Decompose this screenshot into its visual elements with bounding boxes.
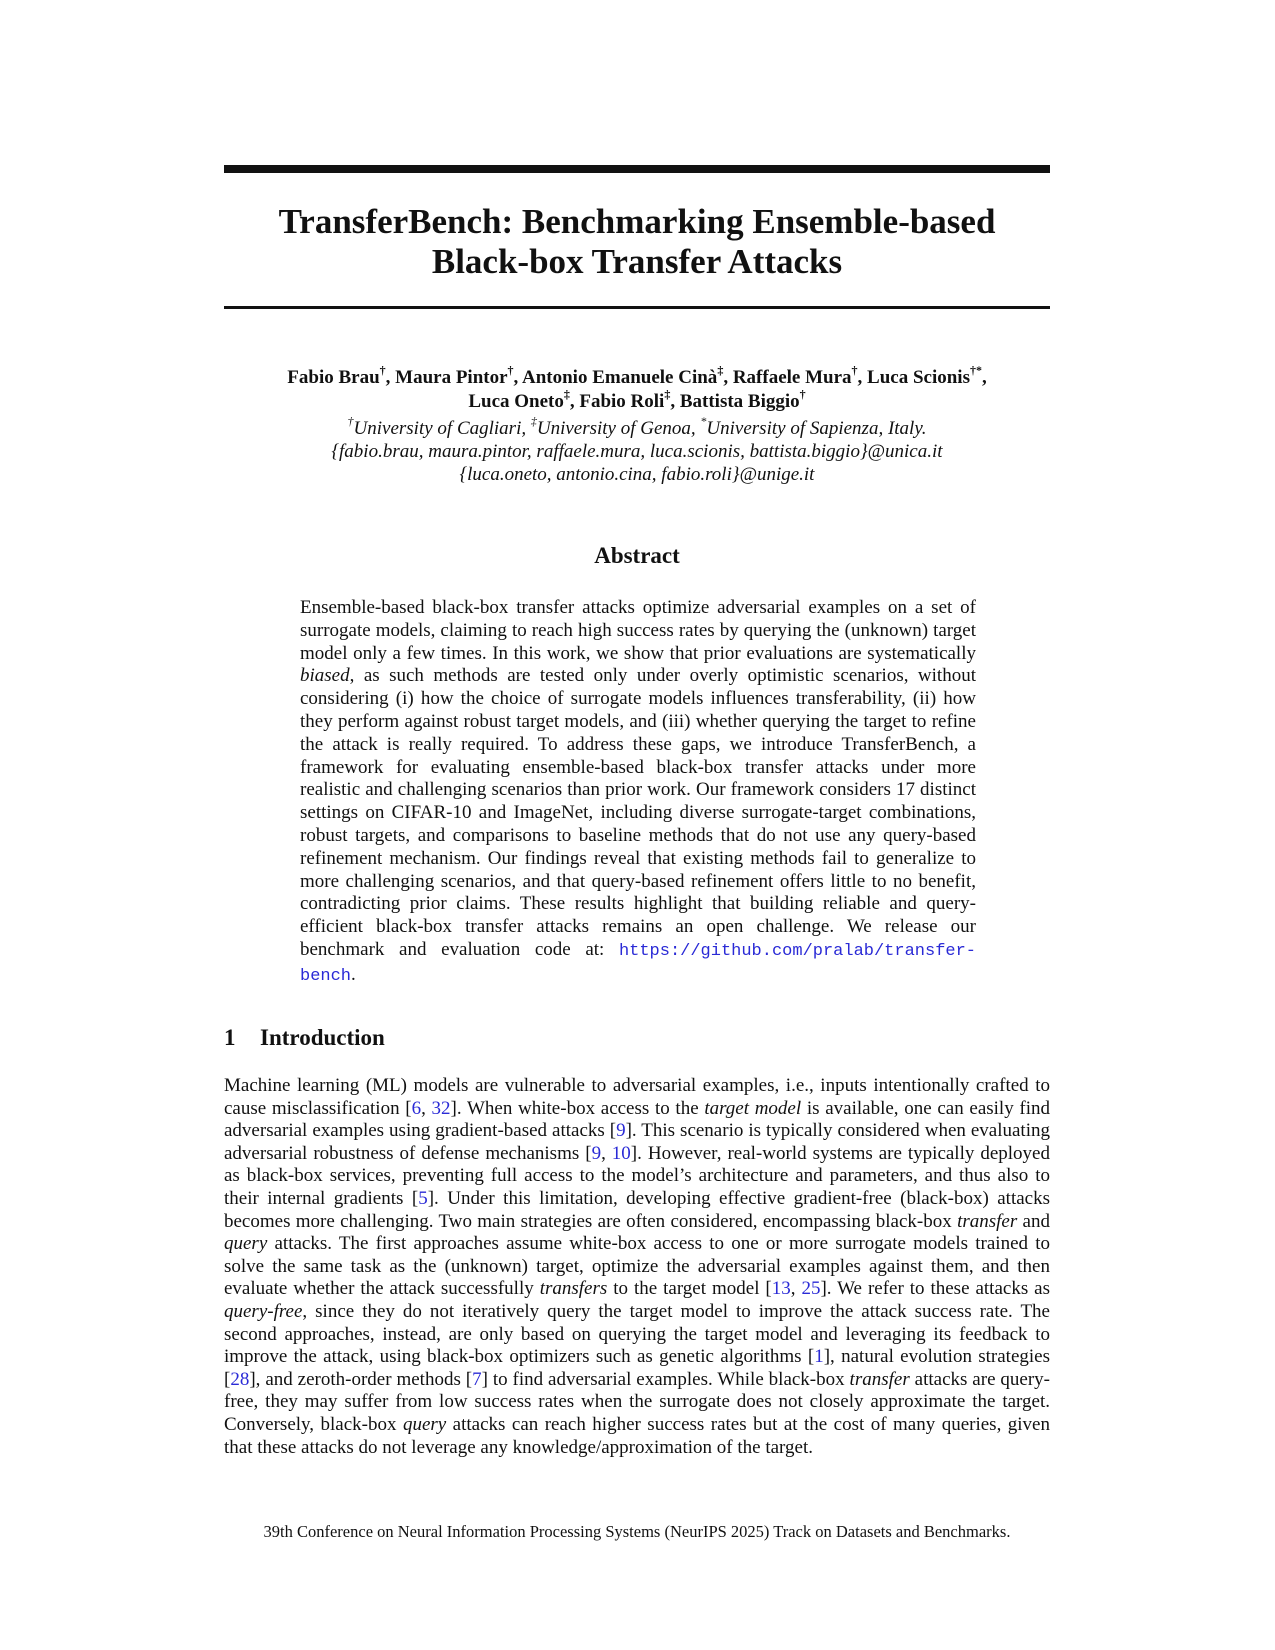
author-line-1 xyxy=(224,362,1050,390)
author-name: Luca Oneto xyxy=(468,391,564,412)
affiliation-sapienza: University of Sapienza, Italy. xyxy=(706,418,927,439)
abstract-emphasis: biased xyxy=(300,665,350,687)
author-name: Maura Pintor xyxy=(395,367,508,388)
affiliation-mark: † xyxy=(347,413,354,428)
author-mark: ‡ xyxy=(717,362,724,377)
github-link[interactable]: https://github.com/pralab/transfer-bench xyxy=(300,941,976,986)
affiliation-genoa: University of Genoa, xyxy=(536,418,701,439)
author-name: Fabio Brau xyxy=(287,367,380,388)
affiliation-line xyxy=(224,413,1050,440)
title-bottom-rule xyxy=(224,306,1050,309)
body-text: , xyxy=(790,1278,802,1300)
citation-link[interactable]: 28 xyxy=(230,1368,250,1390)
author-mark: † xyxy=(507,362,514,377)
author-line-2 xyxy=(224,386,1050,414)
body-text: , since they do not iteratively query the target model to improve the attack success rate. The second approaches, instead, are only based on querying the target model and leveraging its feedback to improve the attack, using black-box optimizers such as genetic algorithms [ xyxy=(224,1300,1050,1368)
body-text: is available, one can easily find adversarial examples using gradient-based attacks [ xyxy=(224,1097,1051,1142)
author-mark: ‡ xyxy=(563,386,570,401)
author-name: Raffaele Mura xyxy=(732,367,852,388)
affiliations xyxy=(224,413,1050,486)
author-name: Antonio Emanuele Cinà xyxy=(522,367,718,388)
email-line-unige[interactable]: {luca.oneto, antonio.cina, fabio.roli}@unige.it xyxy=(459,464,815,485)
author-list xyxy=(224,362,1050,414)
body-text: attacks can reach higher success rates but at the cost of many queries, given that these attacks do not leverage any knowledge/approximation of the target. xyxy=(224,1413,1050,1458)
author-separator: , xyxy=(857,367,868,388)
body-text: and xyxy=(1017,1210,1050,1232)
conference-footer: 39th Conference on Neural Information Processing Systems (NeurIPS 2025) Track on Datasets and Benchmarks. xyxy=(263,1522,1011,1541)
citation-link[interactable]: 1 xyxy=(814,1346,824,1368)
affiliation-mark: * xyxy=(700,413,707,428)
section-number: 1 xyxy=(224,1025,236,1050)
author-mark: †* xyxy=(969,362,982,377)
body-text: attacks. The first approaches assume white-box access to one or more surrogate models trained to solve the same task as the (unknown) target, optimize the adversarial examples against them, and then evaluate whether the attack successfully xyxy=(224,1233,1050,1300)
paper-title xyxy=(224,202,1050,282)
author-mark: † xyxy=(799,386,806,401)
body-text: to the target model [ xyxy=(607,1278,772,1300)
body-text: ]. However, real-world systems are typically deployed as black-box services, preventing full access to the model’s architecture and parameters, and thus also to their internal gradients [ xyxy=(224,1142,1050,1209)
author-separator: , xyxy=(385,367,396,388)
body-text: ]. We refer to these attacks as xyxy=(820,1278,1050,1300)
author-name: Fabio Roli xyxy=(579,391,665,412)
body-text: attacks are query-free, they may suffer from low success rates when the surrogate does not closely approximate the target. Conversely, black-box xyxy=(224,1368,1050,1435)
body-text: ]. This scenario is typically considered when evaluating adversarial robustness of defense mechanisms [ xyxy=(224,1120,1050,1164)
title-line-1: TransferBench: Benchmarking Ensemble-based xyxy=(278,202,996,241)
abstract-body xyxy=(300,597,976,989)
emphasis-text: target model xyxy=(704,1097,802,1119)
body-text: ]. When white-box access to the xyxy=(450,1097,705,1119)
author-separator: , xyxy=(670,391,680,412)
author-separator: , xyxy=(569,391,580,412)
affiliation-mark: ‡ xyxy=(530,413,537,428)
citation-link[interactable]: 9 xyxy=(616,1120,626,1142)
body-text: ], and zeroth-order methods [ xyxy=(249,1368,473,1390)
abstract-end: . xyxy=(351,963,356,985)
emphasis-text: transfers xyxy=(539,1278,608,1300)
section-title: Introduction xyxy=(260,1025,385,1050)
author-separator: , xyxy=(723,367,733,388)
author-mark: † xyxy=(379,362,386,377)
author-mark: ‡ xyxy=(664,386,671,401)
abstract-text: , as such methods are tested only under overly optimistic scenarios, without considering (i) how the choice of surrogate models influences transferability, (ii) how they perform against robust target models, and (iii) whether querying the target to refine the attack is really required. To address these gaps, we introduce TransferBench, a framework for evaluating ensemble-based black-box transfer attacks under more realistic and challenging scenarios than prior work. Our framework considers 17 distinct settings on CIFAR-10 and ImageNet, including diverse surrogate-target combinations, robust targets, and comparisons to baseline methods that do not use any query-based refinement mechanism. Our findings reveal that existing methods fail to generalize to more challenging scenarios, and that query-based refinement offers little to no benefit, contradicting prior claims. These results highlight that building reliable and query-efficient black-box transfer attacks remains an open challenge. We release our benchmark and evaluation code at: xyxy=(300,665,976,960)
author-name: Battista Biggio xyxy=(679,391,800,412)
citation-link[interactable]: 5 xyxy=(418,1187,428,1209)
body-text: ], natural evolution strategies [ xyxy=(224,1346,1051,1390)
introduction-paragraph xyxy=(224,1075,1050,1459)
citation-link[interactable]: 9 xyxy=(591,1142,602,1164)
section-heading-introduction xyxy=(224,1024,1050,1052)
author-name: Luca Scionis xyxy=(867,367,970,388)
author-separator: , xyxy=(513,367,522,388)
emphasis-text: transfer xyxy=(849,1368,910,1390)
citation-link[interactable]: 6 xyxy=(411,1097,422,1119)
body-text: , xyxy=(601,1142,612,1164)
author-separator: , xyxy=(981,367,987,388)
emphasis-text: query-free xyxy=(224,1300,303,1322)
abstract-heading: Abstract xyxy=(594,543,680,568)
citation-link[interactable]: 7 xyxy=(472,1368,482,1390)
emphasis-text: query xyxy=(402,1413,447,1435)
affiliation-cagliari: University of Cagliari, xyxy=(353,418,531,439)
citation-link[interactable]: 13 xyxy=(771,1278,791,1300)
body-text: ]. Under this limitation, developing effective gradient-free (black-box) attacks becomes more challenging. Two main strategies are often considered, encompassing black-box xyxy=(224,1187,1050,1232)
abstract-text: Ensemble-based black-box transfer attacks optimize adversarial examples on a set of surrogate models, claiming to reach high success rates by querying the (unknown) target model only a few times. In this work, we show that prior evaluations are systematically xyxy=(300,597,976,664)
emphasis-text: query xyxy=(224,1233,268,1255)
title-line-2: Black-box Transfer Attacks xyxy=(431,242,843,281)
citation-link[interactable]: 25 xyxy=(801,1278,821,1300)
body-text: , xyxy=(421,1097,432,1119)
citation-link[interactable]: 32 xyxy=(431,1097,451,1119)
emphasis-text: transfer xyxy=(957,1210,1018,1232)
body-text: Machine learning (ML) models are vulnerable to adversarial examples, i.e., inputs intentionally crafted to cause misclassification [ xyxy=(224,1075,1050,1119)
author-mark: † xyxy=(851,362,858,377)
email-line-unica[interactable]: {fabio.brau, maura.pintor, raffaele.mura, luca.scionis, battista.biggio}@unica.it xyxy=(331,441,943,462)
body-text: ] to find adversarial examples. While black-box xyxy=(481,1368,850,1390)
citation-link[interactable]: 10 xyxy=(611,1142,631,1164)
top-rule xyxy=(224,165,1050,173)
